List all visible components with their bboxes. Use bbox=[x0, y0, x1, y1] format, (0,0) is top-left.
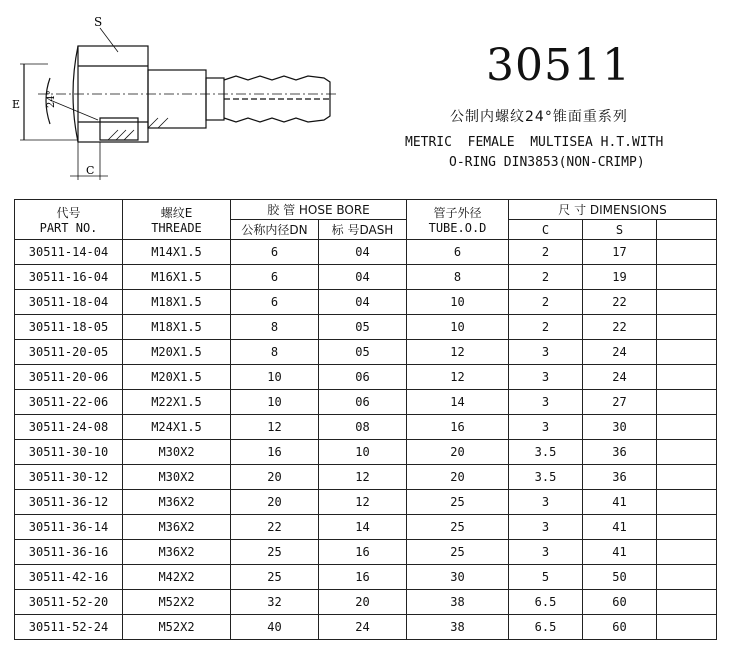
cell-part-no: 30511-16-04 bbox=[15, 265, 123, 290]
cell-dn: 20 bbox=[231, 465, 319, 490]
cell-empty bbox=[657, 540, 717, 565]
cell-dash: 06 bbox=[319, 365, 407, 390]
cell-s: 60 bbox=[583, 615, 657, 640]
cell-dn: 8 bbox=[231, 315, 319, 340]
cell-dash: 20 bbox=[319, 590, 407, 615]
cell-part-no: 30511-22-06 bbox=[15, 390, 123, 415]
cell-thread: M18X1.5 bbox=[123, 315, 231, 340]
cell-empty bbox=[657, 415, 717, 440]
cell-tube-od: 25 bbox=[407, 490, 509, 515]
cell-dn: 40 bbox=[231, 615, 319, 640]
cell-dash: 06 bbox=[319, 390, 407, 415]
cell-part-no: 30511-20-05 bbox=[15, 340, 123, 365]
cell-thread: M36X2 bbox=[123, 515, 231, 540]
cell-s: 24 bbox=[583, 365, 657, 390]
cell-part-no: 30511-30-12 bbox=[15, 465, 123, 490]
cell-empty bbox=[657, 340, 717, 365]
cell-s: 24 bbox=[583, 340, 657, 365]
cell-tube-od: 14 bbox=[407, 390, 509, 415]
cell-thread: M52X2 bbox=[123, 590, 231, 615]
header-thread: 螺纹E THREADE bbox=[123, 200, 231, 240]
cell-c: 3.5 bbox=[509, 440, 583, 465]
cell-empty bbox=[657, 615, 717, 640]
cell-thread: M22X1.5 bbox=[123, 390, 231, 415]
cell-dash: 05 bbox=[319, 315, 407, 340]
cell-part-no: 30511-24-08 bbox=[15, 415, 123, 440]
cell-c: 3 bbox=[509, 415, 583, 440]
cell-part-no: 30511-18-04 bbox=[15, 290, 123, 315]
cell-s: 50 bbox=[583, 565, 657, 590]
table-row bbox=[15, 390, 717, 415]
table-row bbox=[15, 540, 717, 565]
cell-dash: 10 bbox=[319, 440, 407, 465]
cell-thread: M14X1.5 bbox=[123, 240, 231, 265]
cell-c: 3 bbox=[509, 490, 583, 515]
cell-tube-od: 30 bbox=[407, 565, 509, 590]
cell-dn: 6 bbox=[231, 290, 319, 315]
cell-thread: M42X2 bbox=[123, 565, 231, 590]
header-c: C bbox=[509, 220, 583, 240]
cell-tube-od: 12 bbox=[407, 365, 509, 390]
cell-empty bbox=[657, 265, 717, 290]
cell-dn: 16 bbox=[231, 440, 319, 465]
cell-dash: 12 bbox=[319, 490, 407, 515]
cell-dn: 22 bbox=[231, 515, 319, 540]
header-hose-bore: 胶 管 HOSE BORE bbox=[231, 200, 407, 220]
cell-empty bbox=[657, 565, 717, 590]
cell-part-no: 30511-36-16 bbox=[15, 540, 123, 565]
fitting-drawing bbox=[8, 8, 348, 188]
cell-c: 5 bbox=[509, 565, 583, 590]
cell-dn: 8 bbox=[231, 340, 319, 365]
cell-dn: 12 bbox=[231, 415, 319, 440]
cell-s: 41 bbox=[583, 490, 657, 515]
cell-tube-od: 12 bbox=[407, 340, 509, 365]
cell-empty bbox=[657, 365, 717, 390]
cell-part-no: 30511-36-14 bbox=[15, 515, 123, 540]
label-e: E bbox=[12, 98, 21, 111]
cell-empty bbox=[657, 390, 717, 415]
cell-part-no: 30511-30-10 bbox=[15, 440, 123, 465]
cell-part-no: 30511-52-20 bbox=[15, 590, 123, 615]
cell-tube-od: 25 bbox=[407, 515, 509, 540]
cell-s: 22 bbox=[583, 315, 657, 340]
cell-c: 3 bbox=[509, 515, 583, 540]
header-dash: 标 号DASH bbox=[319, 220, 407, 240]
cell-s: 36 bbox=[583, 440, 657, 465]
cell-dash: 04 bbox=[319, 240, 407, 265]
cell-thread: M24X1.5 bbox=[123, 415, 231, 440]
cell-dn: 25 bbox=[231, 540, 319, 565]
cell-thread: M30X2 bbox=[123, 465, 231, 490]
table-row bbox=[15, 565, 717, 590]
cell-dn: 10 bbox=[231, 365, 319, 390]
cell-c: 3 bbox=[509, 390, 583, 415]
table-row bbox=[15, 415, 717, 440]
cell-dn: 20 bbox=[231, 490, 319, 515]
cell-empty bbox=[657, 240, 717, 265]
cell-dash: 14 bbox=[319, 515, 407, 540]
title-chinese: 公制内螺纹24°锥面重系列 bbox=[450, 109, 628, 125]
cell-thread: M18X1.5 bbox=[123, 290, 231, 315]
cell-thread: M36X2 bbox=[123, 490, 231, 515]
cell-dn: 6 bbox=[231, 265, 319, 290]
cell-dash: 04 bbox=[319, 265, 407, 290]
cell-s: 41 bbox=[583, 540, 657, 565]
cell-part-no: 30511-14-04 bbox=[15, 240, 123, 265]
table-row bbox=[15, 315, 717, 340]
cell-thread: M20X1.5 bbox=[123, 340, 231, 365]
table-row bbox=[15, 465, 717, 490]
table-row bbox=[15, 440, 717, 465]
table-row bbox=[15, 365, 717, 390]
cell-part-no: 30511-20-06 bbox=[15, 365, 123, 390]
cell-c: 3 bbox=[509, 540, 583, 565]
cell-tube-od: 38 bbox=[407, 615, 509, 640]
table-row bbox=[15, 240, 717, 265]
cell-dash: 12 bbox=[319, 465, 407, 490]
cell-tube-od: 10 bbox=[407, 290, 509, 315]
cell-s: 30 bbox=[583, 415, 657, 440]
cell-part-no: 30511-52-24 bbox=[15, 615, 123, 640]
cell-empty bbox=[657, 465, 717, 490]
cell-c: 2 bbox=[509, 290, 583, 315]
cell-thread: M16X1.5 bbox=[123, 265, 231, 290]
cell-tube-od: 16 bbox=[407, 415, 509, 440]
cell-c: 2 bbox=[509, 265, 583, 290]
cell-empty bbox=[657, 515, 717, 540]
header-dn: 公称内径DN bbox=[231, 220, 319, 240]
table-row bbox=[15, 515, 717, 540]
cell-dash: 24 bbox=[319, 615, 407, 640]
header-dimensions: 尺 寸 DIMENSIONS bbox=[509, 200, 717, 220]
cell-s: 19 bbox=[583, 265, 657, 290]
cell-tube-od: 25 bbox=[407, 540, 509, 565]
cell-tube-od: 8 bbox=[407, 265, 509, 290]
cell-part-no: 30511-42-16 bbox=[15, 565, 123, 590]
cell-tube-od: 38 bbox=[407, 590, 509, 615]
label-s: S bbox=[94, 15, 103, 29]
cell-dash: 16 bbox=[319, 540, 407, 565]
cell-tube-od: 6 bbox=[407, 240, 509, 265]
header-tube-od: 管子外径 TUBE.O.D bbox=[407, 200, 509, 240]
table-row bbox=[15, 265, 717, 290]
cell-c: 6.5 bbox=[509, 590, 583, 615]
cell-dn: 32 bbox=[231, 590, 319, 615]
cell-s: 36 bbox=[583, 465, 657, 490]
label-c: C bbox=[86, 164, 95, 177]
cell-c: 3 bbox=[509, 340, 583, 365]
cell-tube-od: 20 bbox=[407, 465, 509, 490]
cell-part-no: 30511-36-12 bbox=[15, 490, 123, 515]
cell-dash: 16 bbox=[319, 565, 407, 590]
header-part-no: 代号 PART NO. bbox=[15, 200, 123, 240]
cell-s: 41 bbox=[583, 515, 657, 540]
spec-table bbox=[14, 199, 717, 640]
cell-empty bbox=[657, 440, 717, 465]
title-english-line1: METRIC FEMALE MULTISEA H.T.WITH bbox=[405, 135, 664, 150]
cell-c: 2 bbox=[509, 315, 583, 340]
cell-c: 3 bbox=[509, 365, 583, 390]
cell-dn: 25 bbox=[231, 565, 319, 590]
cell-thread: M20X1.5 bbox=[123, 365, 231, 390]
cell-c: 3.5 bbox=[509, 465, 583, 490]
part-number-title: 30511 bbox=[486, 40, 631, 91]
cell-dash: 05 bbox=[319, 340, 407, 365]
cell-c: 6.5 bbox=[509, 615, 583, 640]
cell-dn: 10 bbox=[231, 390, 319, 415]
title-english-line2: O-RING DIN3853(NON-CRIMP) bbox=[449, 155, 645, 170]
cell-part-no: 30511-18-05 bbox=[15, 315, 123, 340]
cell-empty bbox=[657, 590, 717, 615]
cell-dn: 6 bbox=[231, 240, 319, 265]
cell-empty bbox=[657, 315, 717, 340]
cell-s: 60 bbox=[583, 590, 657, 615]
cell-dash: 08 bbox=[319, 415, 407, 440]
header-s: S bbox=[583, 220, 657, 240]
cell-s: 17 bbox=[583, 240, 657, 265]
table-row bbox=[15, 615, 717, 640]
table-row bbox=[15, 290, 717, 315]
cell-thread: M36X2 bbox=[123, 540, 231, 565]
table-row bbox=[15, 490, 717, 515]
cell-thread: M30X2 bbox=[123, 440, 231, 465]
cell-empty bbox=[657, 290, 717, 315]
table-row bbox=[15, 590, 717, 615]
header-empty bbox=[657, 220, 717, 240]
cell-dash: 04 bbox=[319, 290, 407, 315]
label-angle: 24° bbox=[46, 90, 57, 108]
cell-c: 2 bbox=[509, 240, 583, 265]
cell-s: 22 bbox=[583, 290, 657, 315]
cell-tube-od: 10 bbox=[407, 315, 509, 340]
cell-tube-od: 20 bbox=[407, 440, 509, 465]
cell-thread: M52X2 bbox=[123, 615, 231, 640]
cell-s: 27 bbox=[583, 390, 657, 415]
table-row bbox=[15, 340, 717, 365]
cell-empty bbox=[657, 490, 717, 515]
